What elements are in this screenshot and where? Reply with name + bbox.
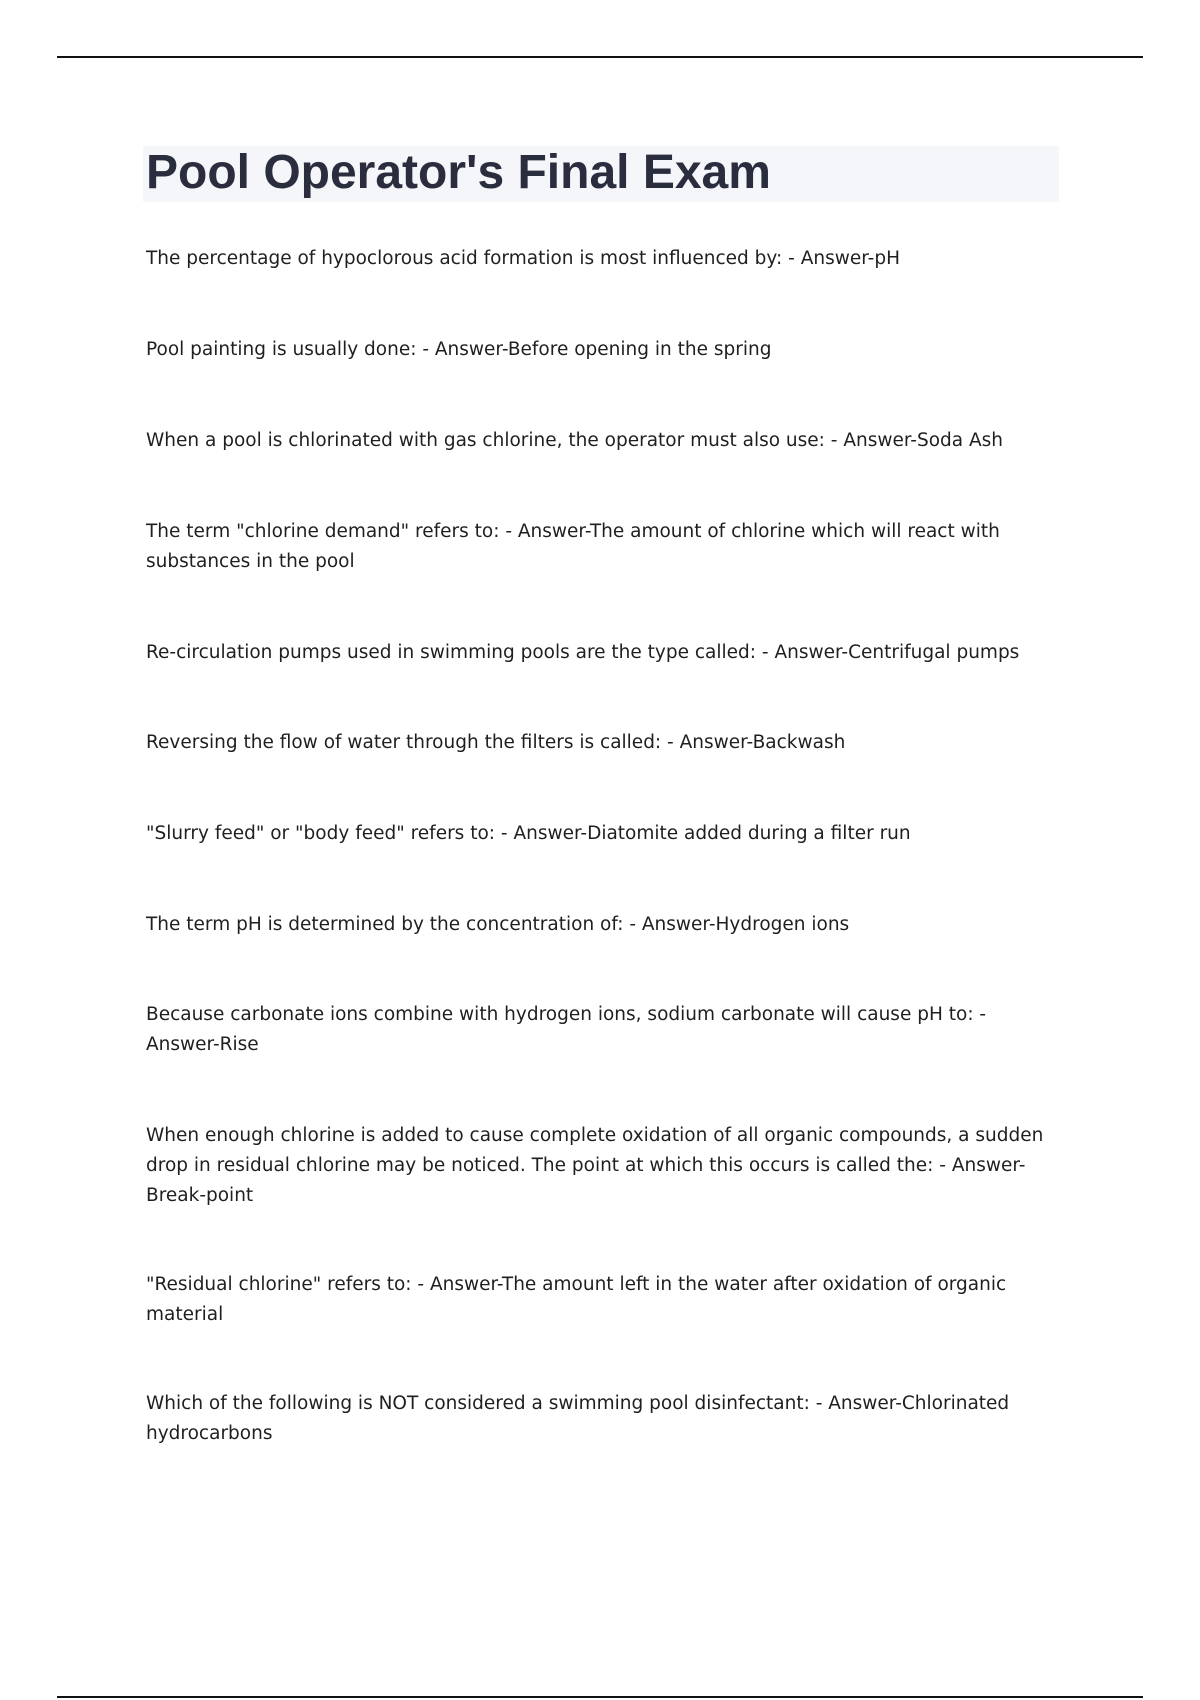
page-title: Pool Operator's Final Exam [146, 146, 771, 199]
question-answer-item: Because carbonate ions combine with hydrogen ions, sodium carbonate will cause pH to: - Answer-Rise [146, 1004, 987, 1055]
question-answer-item: "Slurry feed" or "body feed" refers to: - Answer-Diatomite added during a filter run [146, 823, 911, 844]
bottom-divider [57, 1696, 1143, 1698]
question-answer-item: The percentage of hypoclorous acid formation is most influenced by: - Answer-pH [146, 248, 900, 269]
question-answer-item: Which of the following is NOT considered a swimming pool disinfectant: - Answer-Chlorinated hydrocarbons [146, 1393, 1010, 1444]
question-answer-item: Pool painting is usually done: - Answer-Before opening in the spring [146, 339, 772, 360]
question-answer-item: The term "chlorine demand" refers to: - Answer-The amount of chlorine which will react with substances in the pool [146, 521, 1000, 572]
question-answer-item: Reversing the flow of water through the filters is called: - Answer-Backwash [146, 732, 846, 753]
question-answer-item: The term pH is determined by the concentration of: - Answer-Hydrogen ions [146, 914, 850, 935]
question-answer-item: When a pool is chlorinated with gas chlorine, the operator must also use: - Answer-Soda Ash [146, 430, 1004, 451]
question-answer-item: Re-circulation pumps used in swimming pools are the type called: - Answer-Centrifugal pumps [146, 642, 1020, 663]
top-divider [57, 56, 1143, 58]
question-answer-item: When enough chlorine is added to cause complete oxidation of all organic compounds, a sudden drop in residual chlorine may be noticed. The point at which this occurs is called the: - Answer-Break-point [146, 1125, 1044, 1206]
question-answer-item: "Residual chlorine" refers to: - Answer-The amount left in the water after oxidation of organic material [146, 1274, 1007, 1325]
